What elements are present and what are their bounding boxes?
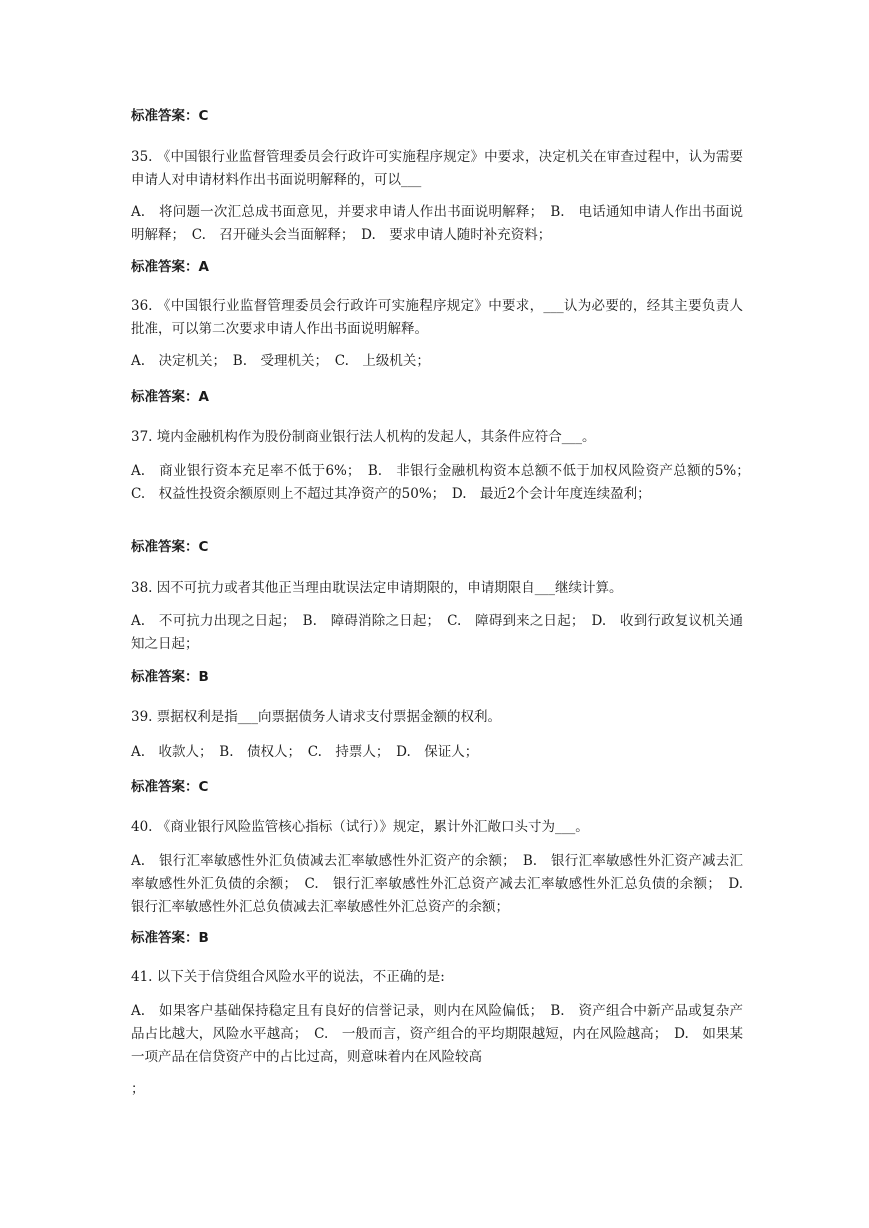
answer-key: 标准答案：B xyxy=(131,930,209,946)
question-35: 35. 《中国银行业监督管理委员会行政许可实施程序规定》中要求，决定机关在审查过程中，认为需要申请人对申请材料作出书面说明解释的，可以___ xyxy=(131,149,743,188)
question-38: 38. 因不可抗力或者其他正当理由耽误法定申请期限的，申请期限自___继续计算。 xyxy=(131,580,623,596)
trailing-punctuation: ； xyxy=(131,1081,145,1097)
options-39: A. 收款人； B. 债权人； C. 持票人； D. 保证人； xyxy=(131,744,479,760)
options-35: A. 将问题一次汇总成书面意见，并要求申请人作出书面说明解释； B. 电话通知申请人作出书面说明解释； C. 召开碰头会当面解释； D. 要求申请人随时补充资料； xyxy=(131,204,743,243)
question-36: 36. 《中国银行业监督管理委员会行政许可实施程序规定》中要求，___认为必要的，经其主要负责人批准，可以第二次要求申请人作出书面说明解释。 xyxy=(131,298,743,337)
options-36: A. 决定机关； B. 受理机关； C. 上级机关； xyxy=(131,353,430,369)
answer-key: 标准答案：C xyxy=(131,779,209,795)
options-40: A. 银行汇率敏感性外汇负债减去汇率敏感性外汇资产的余额； B. 银行汇率敏感性外汇资产减去汇率敏感性外汇负债的余额； C. 银行汇率敏感性外汇总资产减去汇率敏感性外汇总负债的余额； D. 银行汇率敏感性外汇总负债减去汇率敏感性外汇总资产的余额； xyxy=(131,853,757,915)
options-41: A. 如果客户基础保持稳定且有良好的信誉记录，则内在风险偏低； B. 资产组合中新产品或复杂产品占比越大，风险水平越高； C. 一般而言，资产组合的平均期限越短，内在风险越高； D. 如果某一项产品在信贷资产中的占比过高，则意味着内在风险较高 xyxy=(131,1003,743,1065)
options-37: A. 商业银行资本充足率不低于6%； B. 非银行金融机构资本总额不低于加权风险资产总额的5%； C. 权益性投资余额原则上不超过其净资产的50%； D. 最近2个会计年度连续盈利； xyxy=(131,463,757,502)
answer-key: 标准答案：C xyxy=(131,108,209,124)
answer-key: 标准答案：A xyxy=(131,259,209,275)
answer-key: 标准答案：B xyxy=(131,669,209,685)
question-41: 41. 以下关于信贷组合风险水平的说法，不正确的是: xyxy=(131,969,445,985)
question-37: 37. 境内金融机构作为股份制商业银行法人机构的发起人，其条件应符合___。 xyxy=(131,429,596,445)
question-39: 39. 票据权利是指___向票据债务人请求支付票据金额的权利。 xyxy=(131,709,502,725)
answer-key: 标准答案：C xyxy=(131,539,209,555)
options-38: A. 不可抗力出现之日起； B. 障碍消除之日起； C. 障碍到来之日起； D. 收到行政复议机关通知之日起； xyxy=(131,613,743,652)
question-40: 40. 《商业银行风险监管核心指标（试行）》规定，累计外汇敞口头寸为___。 xyxy=(131,819,589,835)
answer-key: 标准答案：A xyxy=(131,389,209,405)
